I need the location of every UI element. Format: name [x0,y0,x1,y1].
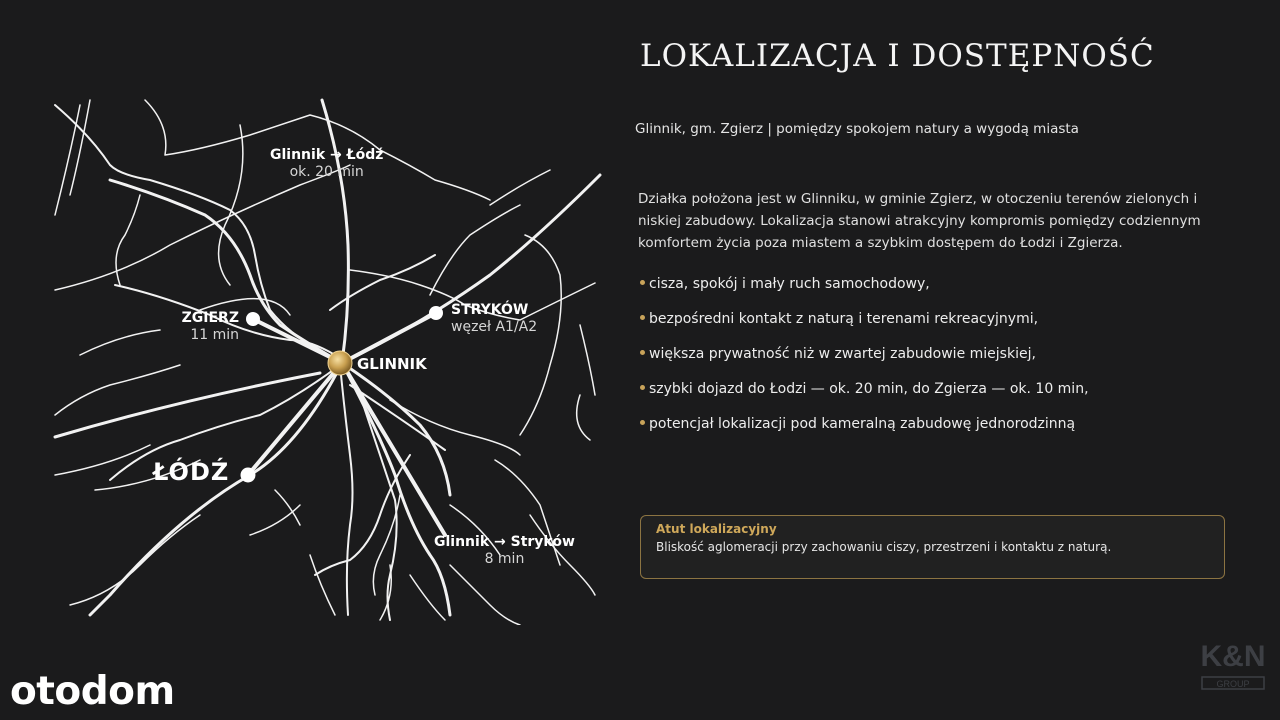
glinnik-marker [328,351,352,375]
strykow-title: STRYKÓW [451,302,529,318]
bullet-icon [640,385,645,390]
strykow-marker [429,306,443,320]
label-glinnik [357,355,427,373]
route-lodz-time: ok. 20 min [289,163,364,180]
strykow-detail: węzeł A1/A2 [451,318,538,335]
list-item-text: bezpośredni kontakt z naturą i terenami rekreacyjnymi, [649,311,1039,327]
route-line-zgierz [253,319,342,363]
route-lodz-title: Glinnik → Łódź [270,147,384,163]
zgierz-marker [246,312,260,326]
label-zgierz [181,310,239,344]
lodz-title: ŁÓDŹ [153,458,230,486]
list-item-text: cisza, spokój i mały ruch samochodowy, [649,276,930,292]
feature-list [640,276,1089,451]
label-strykow [451,302,537,336]
list-item [640,276,1089,311]
list-item-text: szybki dojazd do Łodzi — ok. 20 min, do Zgierza — ok. 10 min, [649,381,1089,397]
route-strykow-title: Glinnik → Stryków [434,534,575,550]
otodom-logo: otodom [10,669,175,714]
label-lodz [153,458,229,487]
list-item [640,416,1089,451]
list-item-text: potencjał lokalizacji pod kameralną zabudowę jednorodzinną [649,416,1076,432]
highlight-text: Bliskość aglomeracji przy zachowaniu ciszy, przestrzeni i kontaktu z naturą. [656,540,1112,554]
svg-text:GROUP: GROUP [1216,679,1250,689]
list-item-text: większa prywatność niż w zwartej zabudowie miejskiej, [649,346,1036,362]
highlight-box [640,515,1225,579]
bullet-icon [640,280,645,285]
lodz-marker [241,468,256,483]
page-title: LOKALIZACJA I DOSTĘPNOŚĆ [640,38,1155,74]
description-text: Działka położona jest w Glinniku, w gminie Zgierz, w otoczeniu terenów zielonych i niskiej zabudowy. Lokalizacja stanowi atrakcyjny kompromis pomiędzy codziennym komfortem życia poza miastem a szybkim dostępem do Łodzi i Zgierza. [638,191,1201,251]
highlight-title: Atut lokalizacyjny [656,522,777,536]
brand-logo-icon [1198,632,1268,702]
list-item [640,311,1089,346]
page-subtitle: Glinnik, gm. Zgierz | pomiędzy spokojem natury a wygodą miasta [635,121,1079,137]
svg-text:K&N: K&N [1200,640,1266,673]
list-item [640,346,1089,381]
bullet-icon [640,350,645,355]
label-route-strykow [434,534,575,568]
route-strykow-time: 8 min [484,550,525,567]
bullet-icon [640,420,645,425]
bullet-icon [640,315,645,320]
zgierz-time: 11 min [190,326,239,343]
route-line-strykow-south [342,363,445,535]
label-route-lodz [270,147,383,181]
list-item [640,381,1089,416]
route-line-lodz [248,363,342,475]
glinnik-title: GLINNIK [357,355,427,373]
zgierz-title: ZGIERZ [181,310,239,326]
